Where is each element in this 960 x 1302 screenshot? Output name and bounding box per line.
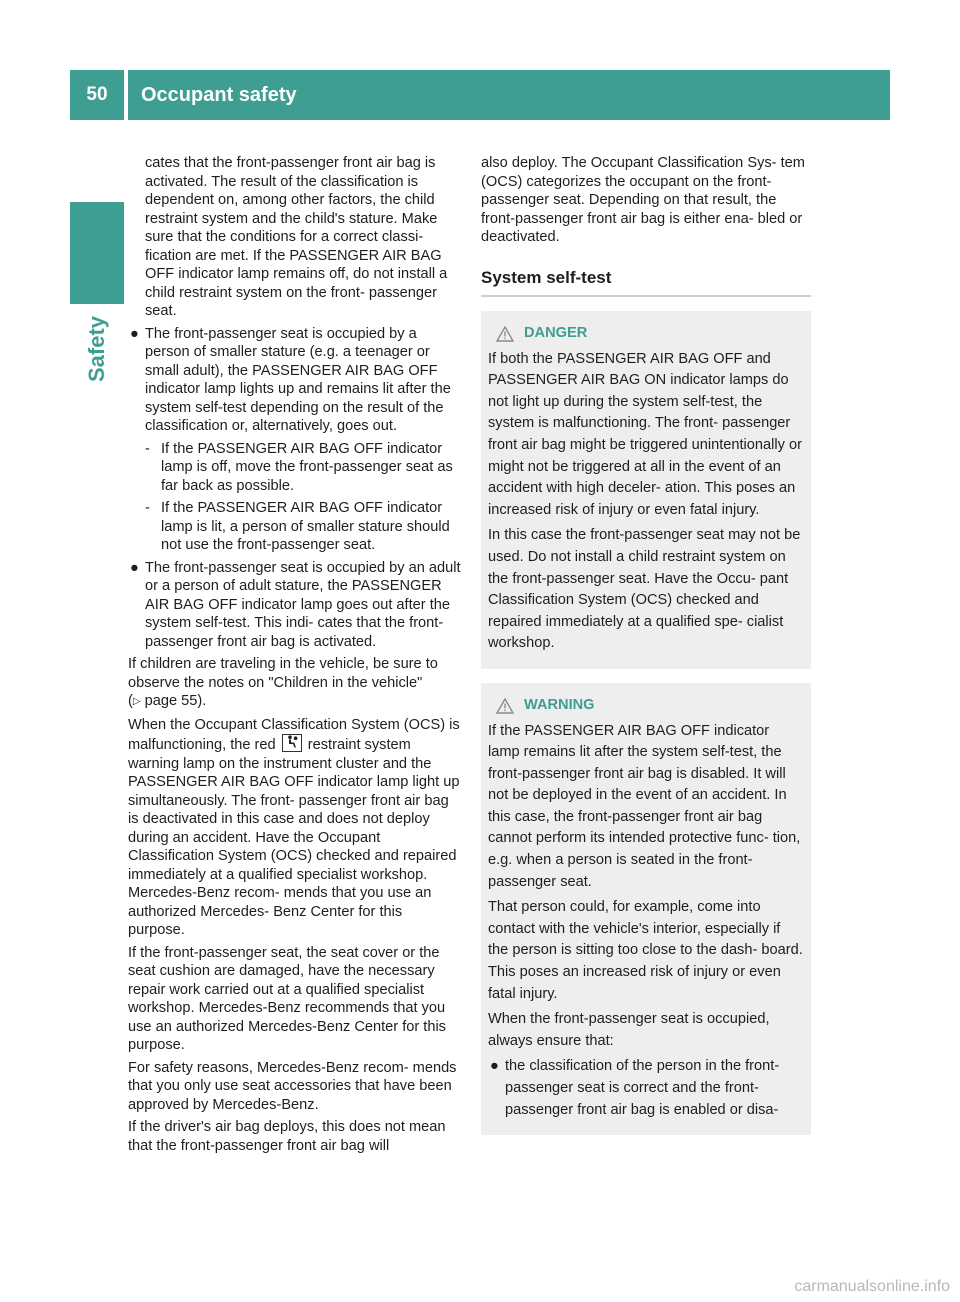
watermark: carmanualsonline.info	[794, 1278, 950, 1295]
section-title: System self-test	[481, 269, 811, 298]
danger-label: DANGER	[524, 325, 588, 341]
ocs-text-after: restraint system warning lamp on the instrument cluster and the PASSENGER AIR BAG OFF indicator lamp light up simultaneously. The front- passenger front air bag is deactivated in this case and does not deploy during an accident. Have the Occupant Classification System (OCS) checked and repaired immediately at a qualified specialist workshop. Mercedes-Benz recom- mends that you use an authorized Mercedes- Benz Center for this purpose.	[128, 737, 460, 938]
warning-triangle-icon	[496, 698, 514, 714]
chapter-title: Occupant safety	[128, 70, 890, 120]
page-reference-link[interactable]: page 55).	[144, 693, 207, 709]
warning-triangle-icon	[496, 326, 514, 342]
bullet-icon: ●	[490, 1058, 499, 1075]
dash-icon: -	[145, 440, 150, 457]
page-number: 50	[70, 70, 124, 120]
dash-text: If the PASSENGER AIR BAG OFF indicator lamp is lit, a person of smaller stature should not use the front-passenger seat.	[161, 500, 450, 553]
warning-text: When the front-passenger seat is occupied, always ensure that:	[488, 1011, 770, 1049]
warning-bullet-text: the classification of the person in the front- passenger seat is correct and the front- passenger front air bag is enabled or disa-	[505, 1058, 780, 1118]
danger-text: In this case the front-passenger seat may not be used. Do not install a child restraint system on the front-passenger seat. Have the Occu- pant Classification System (OCS) checked and repaired immediately at a qualified spe- cialist workshop.	[488, 527, 801, 652]
warning-header	[488, 695, 803, 717]
driver-paragraph: If the driver's air bag deploys, this does not mean that the front-passenger front air bag will	[128, 1119, 446, 1154]
bullet-text: The front-passenger seat is occupied by an adult or a person of adult stature, the PASSENGER AIR BAG OFF indicator lamp goes out after the system self-test. This indi- cates that the front-passenger front air bag is activated.	[145, 559, 461, 650]
children-paragraph: If children are traveling in the vehicle, be sure to observe the notes on "Children in the vehicle" (▷ page 55).	[128, 656, 438, 709]
bullet-item	[128, 325, 461, 436]
danger-box	[481, 311, 811, 669]
safety-paragraph: For safety reasons, Mercedes-Benz recom- mends that you only use seat accessories that have been approved by Mercedes-Benz.	[128, 1059, 457, 1113]
bullet-icon: ●	[130, 559, 139, 576]
warning-box	[481, 683, 811, 1135]
bullet-icon: ●	[130, 325, 139, 342]
ocs-paragraph	[128, 716, 461, 940]
danger-header	[488, 323, 803, 345]
danger-text: If both the PASSENGER AIR BAG OFF and PASSENGER AIR BAG ON indicator lamps do not light up during the system self-test, the system is malfunctioning. The front- passenger front air bag might be triggered unintentionally or might not be triggered at all in the event of an accident with high deceler- ation. This poses an increased risk of injury or even fatal injury.	[488, 350, 802, 518]
dash-item	[128, 440, 461, 496]
sidebar-section	[70, 313, 124, 385]
continued-paragraph: also deploy. The Occupant Classification Sys- tem (OCS) categorizes the occupant on the front-passenger seat. Depending on that result, the front-passenger front air bag is either ena- bled or deactivated.	[481, 155, 805, 245]
right-column	[481, 154, 811, 1135]
dash-item	[128, 499, 461, 555]
ocs-text-before: When the Occupant Classification System (OCS) is malfunctioning, the red	[128, 716, 460, 753]
cushion-paragraph: If the front-passenger seat, the seat cover or the seat cushion are damaged, have the necessary repair work carried out at a qualified specialist workshop. Mercedes-Benz recommends that you use an authorized Mercedes-Benz Center for this purpose.	[128, 944, 446, 1053]
bullet-item	[128, 559, 461, 652]
page-ref-arrow-icon: ▷	[132, 696, 141, 707]
bullet-text: The front-passenger seat is occupied by a person of smaller stature (e.g. a teenager or small adult), the PASSENGER AIR BAG OFF indicator lamp lights up and remains lit after the system self-test depending on the result of the classification or, alternatively, goes out.	[145, 325, 451, 434]
dash-icon: -	[145, 500, 150, 516]
intro-paragraph: cates that the front-passenger front air bag is activated. The result of the classification is dependent on, among other factors, the child restraint system and the child's stature. Make sure that the conditions for a correct classi- fication are met. If the PASSENGER AIR BAG OFF indicator lamp remains off, do not install a child restraint system on the front- passenger seat.	[145, 155, 448, 319]
left-column	[128, 154, 461, 1159]
sidebar-tab	[70, 202, 124, 304]
restraint-warning-icon	[282, 734, 302, 752]
warning-text: If the PASSENGER AIR BAG OFF indicator lamp remains lit after the system self-test, the front-passenger front air bag is disabled. It will not be deployed in the event of an accident. In this case, the front-passenger front air bag cannot perform its intended protective func- tion, e.g. when a person is seated in the front- passenger seat.	[488, 722, 801, 890]
children-text: If children are traveling in the vehicle, be sure to observe the notes on "Children in the vehicle"	[128, 656, 438, 691]
warning-bullet-item	[488, 1056, 803, 1121]
sidebar-section-label: Safety	[84, 315, 110, 383]
warning-label: WARNING	[524, 696, 595, 713]
warning-text: That person could, for example, come into contact with the vehicle's interior, especially if the person is sitting too close to the dash- board. This poses an increased risk of injury or even fatal injury.	[488, 899, 803, 1002]
dash-text: If the PASSENGER AIR BAG OFF indicator lamp is off, move the front-passenger seat as far back as possible.	[161, 440, 453, 494]
